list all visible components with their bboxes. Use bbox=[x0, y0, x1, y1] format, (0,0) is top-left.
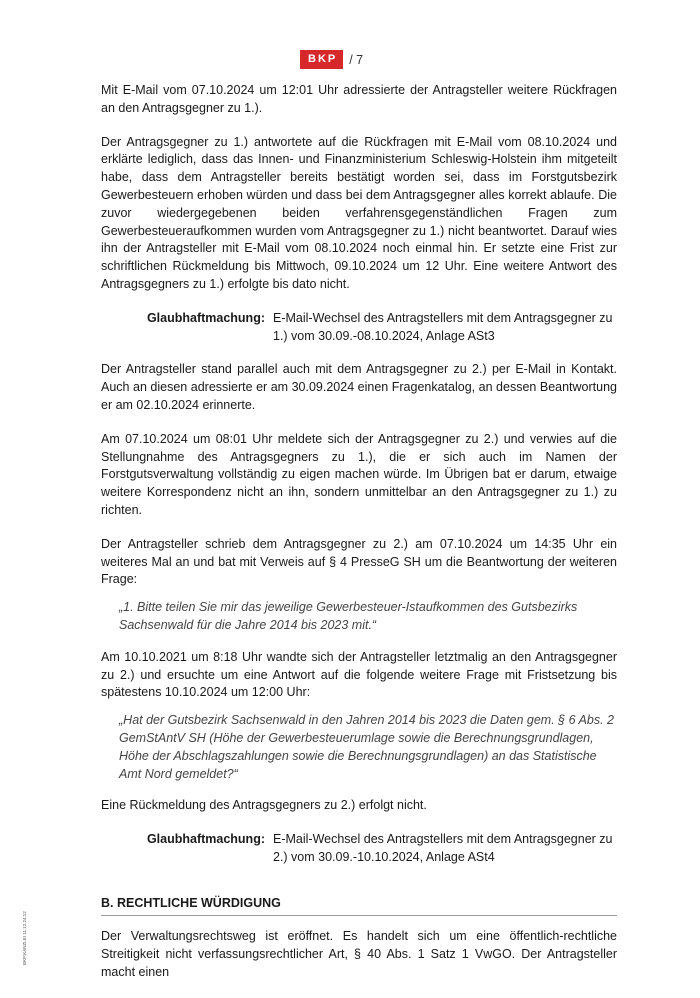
page-number: / 7 bbox=[349, 52, 364, 67]
glaubhaftmachung-block bbox=[101, 310, 617, 346]
side-reference-code: BKP:KANZLEI 11.12.24:12 bbox=[22, 911, 27, 965]
paragraph: Der Antragsteller schrieb dem Antragsgegner zu 2.) am 07.10.2024 um 14:35 Uhr ein weiteres Mal an und bat mit Verweis auf § 4 PresseG SH um die Beantwortung der weiteren Frage: bbox=[101, 536, 617, 587]
glaubhaftmachung-text: E-Mail-Wechsel des Antragstellers mit dem Antragsgegner zu 2.) vom 30.09.-10.10.2024, Anlage ASt4 bbox=[273, 832, 613, 864]
paragraph: Am 07.10.2024 um 08:01 Uhr meldete sich der Antragsgegner zu 2.) und verwies auf die Stellungnahme des Antragsgegners zu 1.), die er sich auch im Namen der Forstgutsverwaltung vollständig zu eigen machen würde. Im Übrigen bat er darum, etwaige weitere Korrespondenz nicht an ihn, sondern unmittelbar an den Antragsgegner zu 1.) zu richten. bbox=[101, 431, 617, 517]
paragraph: Mit E-Mail vom 07.10.2024 um 12:01 Uhr adressierte der Antragsteller weitere Rückfragen an den Antragsgegner zu 1.). bbox=[101, 83, 617, 115]
glaubhaftmachung-label: Glaubhaftmachung: bbox=[146, 832, 265, 847]
paragraph: Am 10.10.2021 um 8:18 Uhr wandte sich der Antragsteller letztmalig an den Antragsgegner zu 2.) und ersuchte um eine Antwort auf die folgende weitere Frage mit Fristsetzung bis spätestens 10.10.2024 um 12:00 Uhr: bbox=[101, 649, 617, 700]
section-heading: B. RECHTLICHE WÜRDIGUNG bbox=[101, 895, 617, 917]
bkp-logo: BKP bbox=[300, 50, 343, 69]
document-body bbox=[101, 82, 617, 998]
paragraph: Eine Rückmeldung des Antragsgegners zu 2.) erfolgt nicht. bbox=[101, 798, 427, 813]
quote: „Hat der Gutsbezirk Sachsenwald in den Jahren 2014 bis 2023 die Daten gem. § 6 Abs. 2 GemStAntV SH (Höhe der Gewerbesteuerumlage sowie die Berechnungsgrundlagen, Höhe der Abschlagszahlungen sowie die Berechnungsgrundlagen) an das Statistische Amt Nord gemeldet?“ bbox=[119, 713, 614, 781]
paragraph: Der Antragsgegner zu 1.) antwortete auf die Rückfragen mit E-Mail vom 08.10.2024 und erklärte lediglich, dass das Innen- und Finanzministerium Schleswig-Holstein ihm mitgeteilt habe, dass dem Antragsteller bereits bestätigt worden sei, dass im Forstgutsbezirk Gewerbesteuern erhoben würden und dass bei dem Antragsgegner alles korrekt ablaufe. Die zuvor wiedergegebenen beiden verfahrensgegenständlichen Fragen zum Gewerbesteueraufkommen wurden vom Antragsgegner zu 1.) nicht beantwortet. Darauf wies ihn der Antragsteller mit E-Mail vom 08.10.2024 noch einmal hin. Er setzte eine Frist zur schriftlichen Rückmeldung bis Mittwoch, 09.10.2024 um 12 Uhr. Eine weitere Antwort des Antragsgegners zu 1.) erfolgte bis dato nicht. bbox=[101, 134, 617, 291]
glaubhaftmachung-label: Glaubhaftmachung: bbox=[146, 310, 265, 325]
glaubhaftmachung-block bbox=[101, 831, 617, 867]
page-header bbox=[300, 50, 363, 69]
paragraph: Der Antragsteller stand parallel auch mit dem Antragsgegner zu 2.) per E-Mail in Kontakt. Auch an diesen adressierte er am 30.09.2024 einen Fragenkatalog, an dessen Beantwortung er am 02.10.2024 erinnerte. bbox=[101, 362, 617, 412]
paragraph: Der Verwaltungsrechtsweg ist eröffnet. Es handelt sich um eine öffentlich-rechtliche Streitigkeit nicht verfassungsrechtlicher Art, § 40 Abs. 1 Satz 1 VwGO. Der Antragsteller macht einen bbox=[101, 929, 617, 980]
quote: „1. Bitte teilen Sie mir das jeweilige Gewerbesteuer-Istaufkommen des Gutsbezirks Sachsenwald für die Jahre 2014 bis 2023 mit.“ bbox=[119, 600, 578, 632]
glaubhaftmachung-text: E-Mail-Wechsel des Antragstellers mit dem Antragsgegner zu 1.) vom 30.09.-08.10.2024, Anlage ASt3 bbox=[273, 310, 613, 343]
